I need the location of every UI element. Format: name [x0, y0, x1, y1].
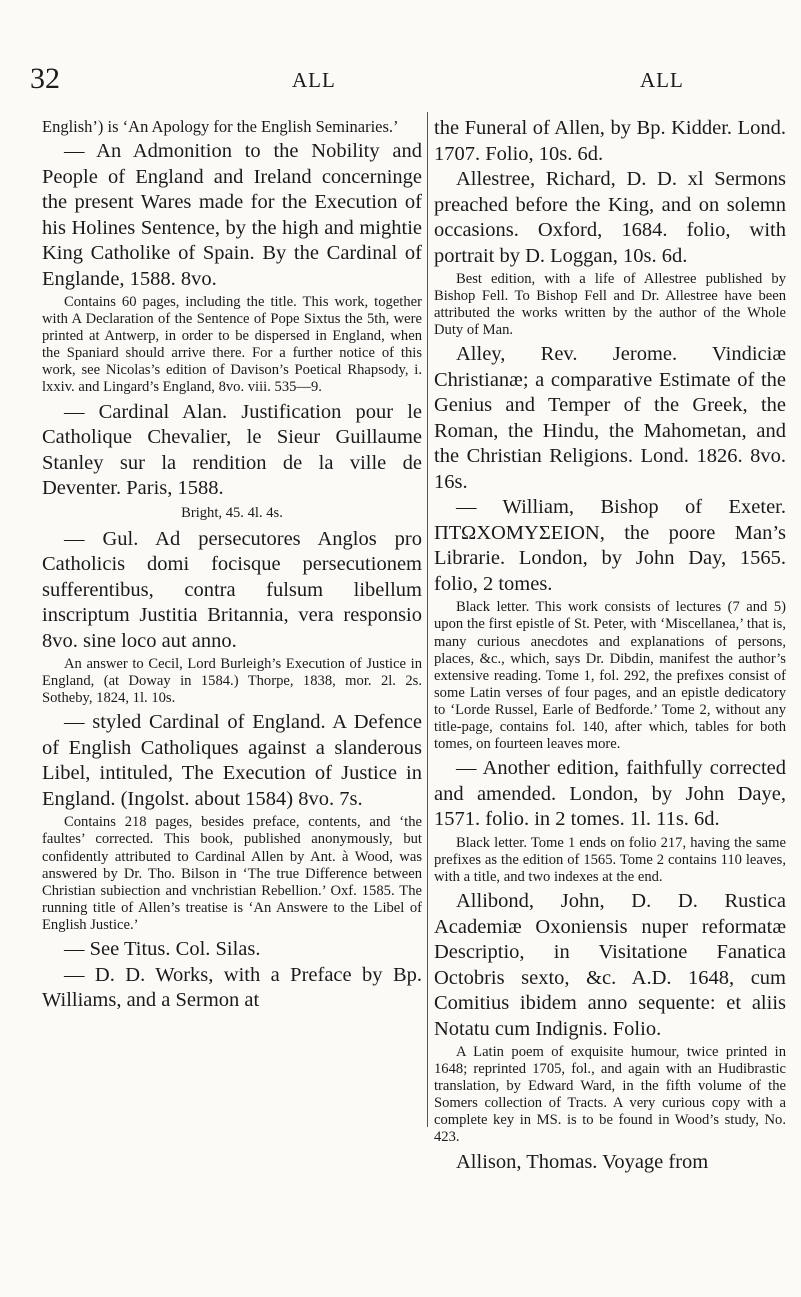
entry-title: — An Admonition to the Nobility and People of England and Ireland concerninge the present Wares made for the Execution of his Holines Sentence, by the high and mightie King Catholike of Spain. By the Cardinal of Englande, 1588. 8vo. — [42, 140, 422, 290]
entry-title: — D. D. Works, with a Preface by Bp. Williams, and a Sermon at — [42, 963, 422, 1011]
right-running-head: ALL — [640, 68, 684, 92]
entry-title: Allibond, John, D. D. Rustica Academiæ Oxoniensis nuper reformatæ Descriptio, in Visitatione Fanatica Octobris sexto, &c. A.D. 1648, cum Comitius ibidem anno sequente: et aliis Notatu cum Indignis. Folio. — [434, 890, 786, 1040]
column-rule — [427, 112, 428, 1127]
entry-note: Best edition, with a life of Allestree published by Bishop Fell. To Bishop Fell and Dr. Allestree have been attributed the works written by the author of the Whole Duty of Man. — [434, 271, 786, 339]
left-running-head: ALL — [292, 68, 336, 92]
entry-title: — Gul. Ad persecutores Anglos pro Catholicis domi focisque persecutionem sufferentibus, contra fulsum libellum inscriptum Justitia Britannia, vera responsio 8vo. sine loco aut anno. — [42, 527, 422, 652]
entry-continuation: the Funeral of Allen, by Bp. Kidder. Lond. 1707. Folio, 10s. 6d. — [434, 117, 786, 165]
left-column — [42, 116, 422, 1014]
entry-note: Contains 60 pages, including the title. This work, together with A Declaration of the Sentence of Pope Sixtus the 5th, were printed at Antwerp, in order to be dispersed in England, when the Spaniard should arrive there. For a further notice of this work, see Nicolas’s edition of Davison’s Poetical Rhapsody, i. lxxiv. and Lingard’s England, 8vo. viii. 535—9. — [42, 294, 422, 396]
entry-title: — styled Cardinal of England. A Defence of English Catholiques against a slanderous Libel, intituled, The Execution of Justice in England. (Ingolst. about 1584) 8vo. 7s. — [42, 711, 422, 810]
entry-title: Allestree, Richard, D. D. xl Sermons preached before the King, and on solemn occasions. Oxford, 1684. folio, with portrait by D. Loggan, 10s. 6d. — [434, 168, 786, 267]
right-column — [434, 116, 786, 1175]
entry-title: — See Titus. Col. Silas. — [64, 938, 261, 960]
page-header — [30, 62, 772, 102]
entry-price: Bright, 45. 4l. 4s. — [181, 504, 283, 521]
entry-note: Black letter. This work consists of lectures (7 and 5) upon the first epistle of St. Peter, with ‘Miscellanea,’ that is, many curious anecdotes and explanations of persons, places, &c., which, says Dr. Dibdin, manifest the author’s extensive reading. Tome 1, fol. 292, the prefixes consist of some Latin verses of four pages, and an epistle dedicatory to ‘Lorde Russel, Earle of Bedforde.’ Tome 2, without any title-page, contains fol. 140, after which, tables for both tomes, on fourteen leaves more. — [434, 599, 786, 753]
entry-note: A Latin poem of exquisite humour, twice printed in 1648; reprinted 1705, fol., and again with an Hudibrastic translation, by Edward Ward, in the fifth volume of the Somers collection of Tracts. A very curious copy with a complete key in MS. is to be found in Wood’s study, No. 423. — [434, 1044, 786, 1146]
entry-note: Contains 218 pages, besides preface, contents, and ‘the faultes’ corrected. This book, published anonymously, but confidently attributed to Cardinal Allen by Ant. à Wood, was answered by Dr. Tho. Bilson in ‘The true Difference between Christian subiection and vnchristian Rebellion.’ Oxf. 1585. The running title of Allen’s treatise is ‘An Answere to the Libel of English Justice.’ — [42, 814, 422, 933]
entry-title: Allison, Thomas. Voyage from — [456, 1150, 709, 1173]
entry-note: An answer to Cecil, Lord Burleigh’s Execution of Justice in England, (at Doway in 1584.) Thorpe, 1838, mor. 2l. 2s. Sotheby, 1824, 1l. 10s. — [42, 656, 422, 707]
entry-title: Alley, Rev. Jerome. Vindiciæ Christianæ; a comparative Estimate of the Genius and Temper of the Greek, the Roman, the Hindu, the Mahometan, and the Christian Religions. Lond. 1826. 8vo. 16s. — [434, 343, 786, 493]
entry-title: — Another edition, faithfully corrected and amended. London, by John Daye, 1571. folio. in 2 tomes. 1l. 11s. 6d. — [434, 757, 786, 831]
entry-title: — Cardinal Alan. Justification pour le Catholique Chevalier, le Sieur Guillaume Stanley sur la rendition de la ville de Deventer. Paris, 1588. — [42, 400, 422, 500]
entry-title: — William, Bishop of Exeter. ΠΤΩΧΟΜΥΣΕΙΟΝ, the poore Man’s Librarie. London, by John Day, 1565. folio, 2 tomes. — [434, 496, 786, 595]
entry-note: English’) is ‘An Apology for the English Seminaries.’ — [42, 117, 399, 136]
entry-note: Black letter. Tome 1 ends on folio 217, having the same prefixes as the edition of 1565. Tome 2 contains 110 leaves, with a title, and two indexes at the end. — [434, 834, 786, 885]
page-number: 32 — [30, 62, 60, 95]
